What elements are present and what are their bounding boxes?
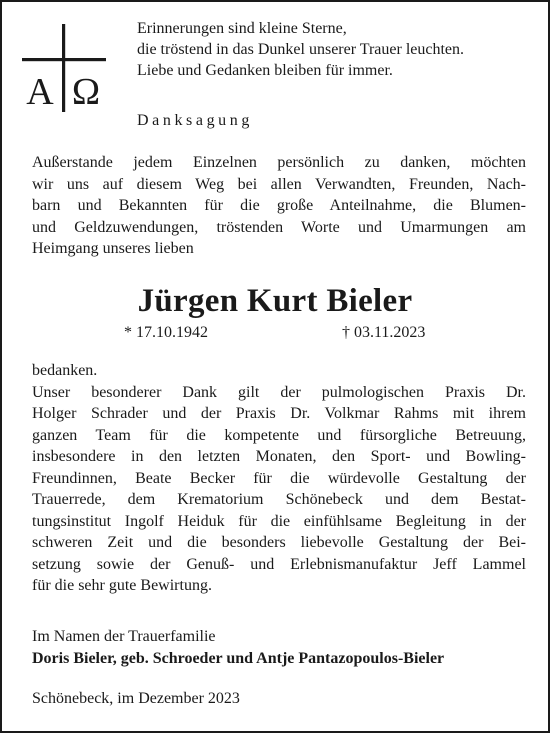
body-line: Holger Schrader und der Praxis Dr. Volkmar Rahms mit ihrem <box>32 405 526 422</box>
poem-line: die tröstend in das Dunkel unserer Trauer leuchten. <box>137 41 465 58</box>
body-line: schweren Zeit und die besonders liebevolle Gestaltung der Bei- <box>32 534 526 551</box>
family-intro: Im Namen der Trauerfamilie <box>32 628 216 645</box>
body-line: Unser besonderer Dank gilt der pulmologischen Praxis Dr. <box>32 383 526 401</box>
intro-line: Außerstande jedem Einzelnen persönlich zu danken, möchten <box>32 154 526 171</box>
cross-alpha-omega-icon <box>16 22 116 114</box>
intro-line: barn und Bekannten für die große Anteilnahme, die Blumen- <box>32 197 526 214</box>
family-names: Doris Bieler, geb. Schroeder und Antje Pantazopoulos-Bieler <box>32 650 445 667</box>
body-line: bedanken. <box>32 362 98 379</box>
place-date: Schönebeck, im Dezember 2023 <box>32 690 240 707</box>
omega-glyph: Ω <box>71 71 101 113</box>
body-line: setzung sowie der Genuß- und Erlebnismanufaktur Jeff Lammel <box>32 555 526 573</box>
body-line: ganzen Team für die kompetente und fürsorgliche Betreuung, <box>32 426 526 444</box>
alpha-glyph: A <box>26 71 54 113</box>
body-line: Freundinnen, Beate Becker für die würdevolle Gestaltung der <box>32 469 526 487</box>
death-date: † 03.11.2023 <box>342 324 426 341</box>
birth-date: * 17.10.1942 <box>124 324 208 341</box>
poem-line: Liebe und Gedanken bleiben für immer. <box>137 62 393 79</box>
poem-line: Erinnerungen sind kleine Sterne, <box>137 20 347 37</box>
body-line: insbesondere in den letzten Monaten, den Sport- und Bowling- <box>32 448 526 465</box>
thanks-paragraph <box>32 360 526 597</box>
intro-paragraph <box>32 152 526 260</box>
body-line: für die sehr gute Bewirtung. <box>32 577 212 594</box>
body-line: tungsinstitut Ingolf Heiduk für die einfühlsame Begleitung in der <box>32 512 526 530</box>
deceased-name: Jürgen Kurt Bieler <box>137 283 413 319</box>
intro-line: Heimgang unseres lieben <box>32 240 194 257</box>
body-line: Trauerrede, dem Krematorium Schönebeck und dem Bestat- <box>32 491 526 508</box>
intro-line: und Geldzuwendungen, tröstenden Worte und Umarmungen am <box>32 218 526 236</box>
poem <box>137 18 537 81</box>
family-signature <box>32 626 526 670</box>
thanks-title: Danksagung <box>137 112 253 129</box>
intro-line: wir uns auf diesem Weg bei allen Verwandten, Freunden, Nach- <box>32 175 526 193</box>
